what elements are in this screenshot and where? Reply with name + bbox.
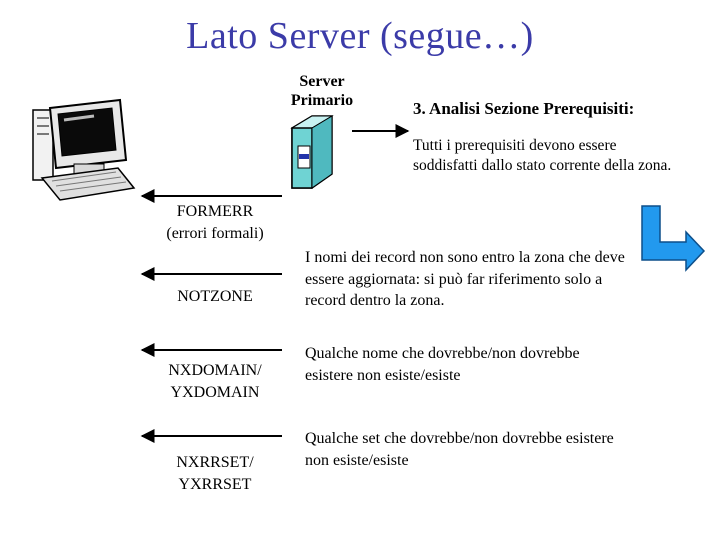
code-nxrrset bbox=[140, 452, 290, 496]
code-line2: YXDOMAIN bbox=[170, 384, 260, 401]
code-line2: YXRRSET bbox=[178, 476, 252, 493]
description-nxdomain: Qualche nome che dovrebbe/non dovrebbe esistere non esiste/esiste bbox=[305, 345, 580, 384]
section-body: Tutti i prerequisiti devono essere soddisfatti dallo stato corrente della zona. bbox=[413, 137, 672, 174]
code-line1: NXDOMAIN/ bbox=[168, 362, 262, 379]
code-line1: NOTZONE bbox=[177, 288, 253, 305]
client-computer-icon bbox=[33, 100, 134, 200]
continue-arrow-icon bbox=[642, 206, 704, 270]
description-nxrrset: Qualche set che dovrebbe/non dovrebbe esistere non esiste/esiste bbox=[305, 430, 614, 469]
description-notzone: I nomi dei record non sono entro la zona che deve essere aggiornata: si può far riferimento solo a record dentro la zona. bbox=[305, 249, 625, 309]
slide-title: Lato Server (segue…) bbox=[186, 15, 534, 57]
code-notzone bbox=[140, 286, 290, 308]
section-heading: 3. Analisi Sezione Prerequisiti: bbox=[413, 99, 635, 118]
server-label-line2: Primario bbox=[290, 92, 354, 109]
server-label bbox=[272, 72, 372, 110]
server-label-line1: Server bbox=[299, 73, 345, 90]
server-tower-icon bbox=[292, 116, 332, 188]
code-line1: FORMERR bbox=[176, 203, 254, 220]
code-line1: NXRRSET/ bbox=[176, 454, 254, 471]
code-formerr bbox=[140, 201, 290, 245]
code-line2: (errori formali) bbox=[166, 225, 264, 242]
code-nxdomain bbox=[140, 360, 290, 404]
